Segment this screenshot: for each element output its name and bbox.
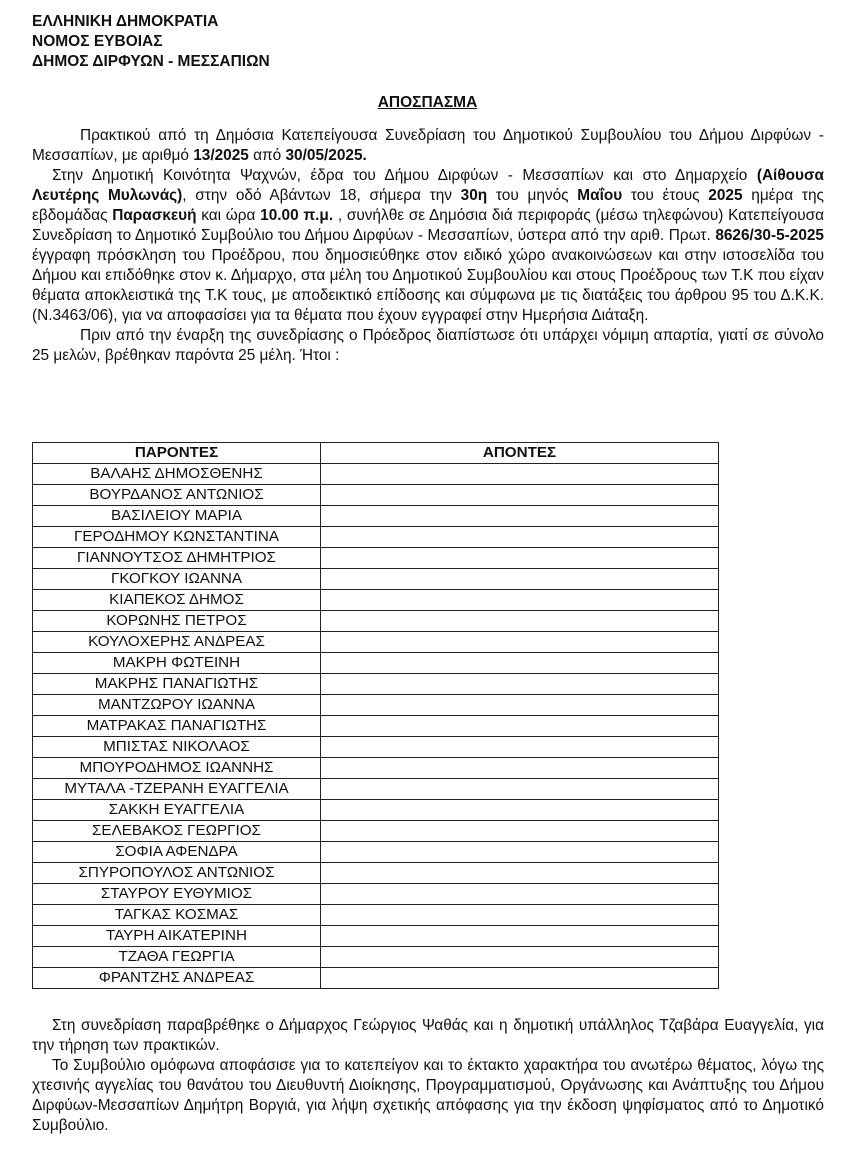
table-row — [33, 716, 719, 737]
present-member-name: ΤΑΓΚΑΣ ΚΟΣΜΑΣ — [33, 905, 321, 926]
absent-member-cell — [321, 758, 719, 779]
absent-member-cell — [321, 548, 719, 569]
table-row — [33, 506, 719, 527]
table-row — [33, 611, 719, 632]
present-member-name: ΦΡΑΝΤΖΗΣ ΑΝΔΡΕΑΣ — [33, 968, 321, 989]
present-member-name: ΓΙΑΝΝΟΥΤΣΟΣ ΔΗΜΗΤΡΙΟΣ — [33, 548, 321, 569]
present-member-name: ΣΑΚΚΗ ΕΥΑΓΓΕΛΙΑ — [33, 800, 321, 821]
absent-member-cell — [321, 653, 719, 674]
hall-name: (Αίθουσα Λευτέρης Μυλωνάς) — [32, 167, 824, 204]
absent-member-cell — [321, 905, 719, 926]
absent-member-cell — [321, 569, 719, 590]
table-row — [33, 590, 719, 611]
present-member-name: ΓΕΡΟΔΗΜΟΥ ΚΩΝΣΤΑΝΤΙΝΑ — [33, 527, 321, 548]
absent-member-cell — [321, 485, 719, 506]
table-row — [33, 758, 719, 779]
present-member-name: ΒΑΣΙΛΕΙΟΥ ΜΑΡΙΑ — [33, 506, 321, 527]
absent-member-cell — [321, 674, 719, 695]
present-member-name: ΜΠΟΥΡΟΔΗΜΟΣ ΙΩΑΝΝΗΣ — [33, 758, 321, 779]
document-title: ΑΠΟΣΠΑΣΜΑ — [377, 94, 478, 111]
present-member-name: ΣΤΑΥΡΟΥ ΕΥΘΥΜΙΟΣ — [33, 884, 321, 905]
table-row — [33, 632, 719, 653]
absent-member-cell — [321, 506, 719, 527]
present-member-name: ΒΟΥΡΔΑΝΟΣ ΑΝΤΩΝΙΟΣ — [33, 485, 321, 506]
table-row — [33, 884, 719, 905]
header-country: ΕΛΛΗΝΙΚΗ ΔΗΜΟΚΡΑΤΙΑ — [32, 13, 219, 30]
present-member-name: ΣΕΛΕΒΑΚΟΣ ΓΕΩΡΓΙΟΣ — [33, 821, 321, 842]
attendance-body — [33, 464, 719, 989]
table-row — [33, 527, 719, 548]
table-row — [33, 800, 719, 821]
absent-member-cell — [321, 800, 719, 821]
present-member-name: ΜΑΝΤΖΩΡΟΥ ΙΩΑΝΝΑ — [33, 695, 321, 716]
absent-member-cell — [321, 779, 719, 800]
intro-paragraph-3: Πριν από την έναρξη της συνεδρίασης ο Πρόεδρος διαπίστωσε ότι υπάρχει νόμιμη απαρτία, γιατί σε σύνολο 25 μελών, βρέθηκαν παρόντα 25 μέλη. Ήτοι : — [32, 327, 824, 364]
minutes-number: 13/2025 — [193, 147, 249, 164]
meeting-time: 10.00 π.μ. — [260, 207, 334, 224]
present-member-name: ΜΑΚΡΗΣ ΠΑΝΑΓΙΩΤΗΣ — [33, 674, 321, 695]
closing-paragraph-1: Στη συνεδρίαση παραβρέθηκε ο Δήμαρχος Γεώργιος Ψαθάς και η δημοτική υπάλληλος Τζαβάρα Ευαγγελία, για την τήρηση των πρακτικών. — [32, 1017, 824, 1054]
present-member-name: ΒΑΛΑΗΣ ΔΗΜΟΣΘΕΝΗΣ — [33, 464, 321, 485]
table-row — [33, 464, 719, 485]
protocol-number: 8626/30-5-2025 — [715, 227, 824, 244]
table-row — [33, 779, 719, 800]
absent-member-cell — [321, 590, 719, 611]
closing-section — [32, 1016, 824, 1136]
meeting-weekday: Παρασκευή — [112, 207, 197, 224]
table-row — [33, 821, 719, 842]
table-row — [33, 548, 719, 569]
table-row — [33, 569, 719, 590]
absent-column-header: ΑΠΟΝΤΕΣ — [321, 443, 719, 464]
present-member-name: ΜΠΙΣΤΑΣ ΝΙΚΟΛΑΟΣ — [33, 737, 321, 758]
present-member-name: ΤΖΑΘΑ ΓΕΩΡΓΙΑ — [33, 947, 321, 968]
absent-member-cell — [321, 947, 719, 968]
intro-section — [32, 126, 824, 366]
table-row — [33, 905, 719, 926]
table-row — [33, 653, 719, 674]
header-prefecture: ΝΟΜΟΣ ΕΥΒΟΙΑΣ — [32, 33, 163, 50]
absent-member-cell — [321, 968, 719, 989]
table-row — [33, 842, 719, 863]
minutes-date: 30/05/2025. — [285, 147, 367, 164]
absent-member-cell — [321, 863, 719, 884]
absent-member-cell — [321, 926, 719, 947]
absent-member-cell — [321, 464, 719, 485]
absent-member-cell — [321, 527, 719, 548]
absent-member-cell — [321, 632, 719, 653]
header-municipality: ΔΗΜΟΣ ΔΙΡΦΥΩΝ - ΜΕΣΣΑΠΙΩΝ — [32, 53, 270, 70]
present-member-name: ΣΠΥΡΟΠΟΥΛΟΣ ΑΝΤΩΝΙΟΣ — [33, 863, 321, 884]
attendance-header-row — [33, 443, 719, 464]
present-member-name: ΓΚΟΓΚΟΥ ΙΩΑΝΝΑ — [33, 569, 321, 590]
present-member-name: ΣΟΦΙΑ ΑΦΕΝΔΡΑ — [33, 842, 321, 863]
present-member-name: ΜΑΤΡΑΚΑΣ ΠΑΝΑΓΙΩΤΗΣ — [33, 716, 321, 737]
table-row — [33, 674, 719, 695]
present-member-name: ΚΙΑΠΕΚΟΣ ΔΗΜΟΣ — [33, 590, 321, 611]
table-row — [33, 947, 719, 968]
present-member-name: ΜΑΚΡΗ ΦΩΤΕΙΝΗ — [33, 653, 321, 674]
document-header — [32, 12, 270, 72]
intro-paragraph-2: Στην Δημοτική Κοινότητα Ψαχνών, έδρα του Δήμου Διρφύων - Μεσσαπίων και στο Δημαρχείο (Αίθουσα Λευτέρης Μυλωνάς), στην οδό Αβάντων 18, σήμερα την 30η του μηνός Μαΐου του έτους 2025 ημέρα της εβδομάδας Παρασκευή και ώρα 10.00 π.μ. , συνήλθε σε Δημόσια διά περιφοράς (μέσω τηλεφώνου) Κατεπείγουσα Συνεδρίαση το Δημοτικό Συμβούλιο του Δήμου Διρφύων - Μεσσαπίων, ύστερα από την αριθ. Πρωτ. 8626/30-5-2025 έγγραφη πρόσκληση του Προέδρου, που δημοσιεύθηκε στον ειδικό χώρο ανακοινώσεων και στην ιστοσελίδα του Δήμου και επιδόθηκε στον κ. Δήμαρχο, στα μέλη του Δημοτικού Συμβουλίου και στους Προέδρους των Τ.Κ που είχαν θέματα αποκλειστικά της Τ.Κ τους, με αποδεικτικό επίδοσης και σύμφωνα με τις διατάξεις του άρθρου 95 του Δ.Κ.Κ. (Ν.3463/06), για να αποφασίσει για τα θέματα που έχουν εγγραφεί στην Ημερήσια Διάταξη. — [32, 167, 825, 324]
absent-member-cell — [321, 695, 719, 716]
attendance-table — [32, 442, 719, 989]
present-member-name: ΤΑΥΡΗ ΑΙΚΑΤΕΡΙΝΗ — [33, 926, 321, 947]
table-row — [33, 737, 719, 758]
absent-member-cell — [321, 842, 719, 863]
present-member-name: ΚΟΥΛΟΧΕΡΗΣ ΑΝΔΡΕΑΣ — [33, 632, 321, 653]
table-row — [33, 926, 719, 947]
intro-paragraph-1: Πρακτικού από τη Δημόσια Κατεπείγουσα Συνεδρίαση του Δημοτικού Συμβουλίου του Δήμου Διρφύων - Μεσσαπίων, με αριθμό 13/2025 από 30/05/2025. — [32, 127, 824, 164]
absent-member-cell — [321, 737, 719, 758]
absent-member-cell — [321, 611, 719, 632]
table-row — [33, 695, 719, 716]
table-row — [33, 485, 719, 506]
absent-member-cell — [321, 821, 719, 842]
table-row — [33, 968, 719, 989]
table-row — [33, 863, 719, 884]
meeting-month: Μαΐου — [577, 187, 623, 204]
absent-member-cell — [321, 884, 719, 905]
present-column-header: ΠΑΡΟΝΤΕΣ — [33, 443, 321, 464]
meeting-day: 30η — [460, 187, 488, 204]
closing-paragraph-2: Το Συμβούλιο ομόφωνα αποφάσισε για το κατεπείγον και το έκτακτο χαρακτήρα του ανωτέρω θέματος, λόγω της χτεσινής αγγελίας του θανάτου του Διευθυντή Διοίκησης, Προγραμματισμού, Οργάνωσης και Ανάπτυξης του Δήμου Διρφύων-Μεσσαπίων Δημήτρη Βοργιά, για λήψη σχετικής απόφασης για την έκδοση ψηφίσματος από το Δημοτικό Συμβούλιο. — [32, 1057, 824, 1134]
present-member-name: ΜΥΤΑΛΑ -ΤΖΕΡΑΝΗ ΕΥΑΓΓΕΛΙΑ — [33, 779, 321, 800]
meeting-year: 2025 — [708, 187, 743, 204]
present-member-name: ΚΟΡΩΝΗΣ ΠΕΤΡΟΣ — [33, 611, 321, 632]
absent-member-cell — [321, 716, 719, 737]
